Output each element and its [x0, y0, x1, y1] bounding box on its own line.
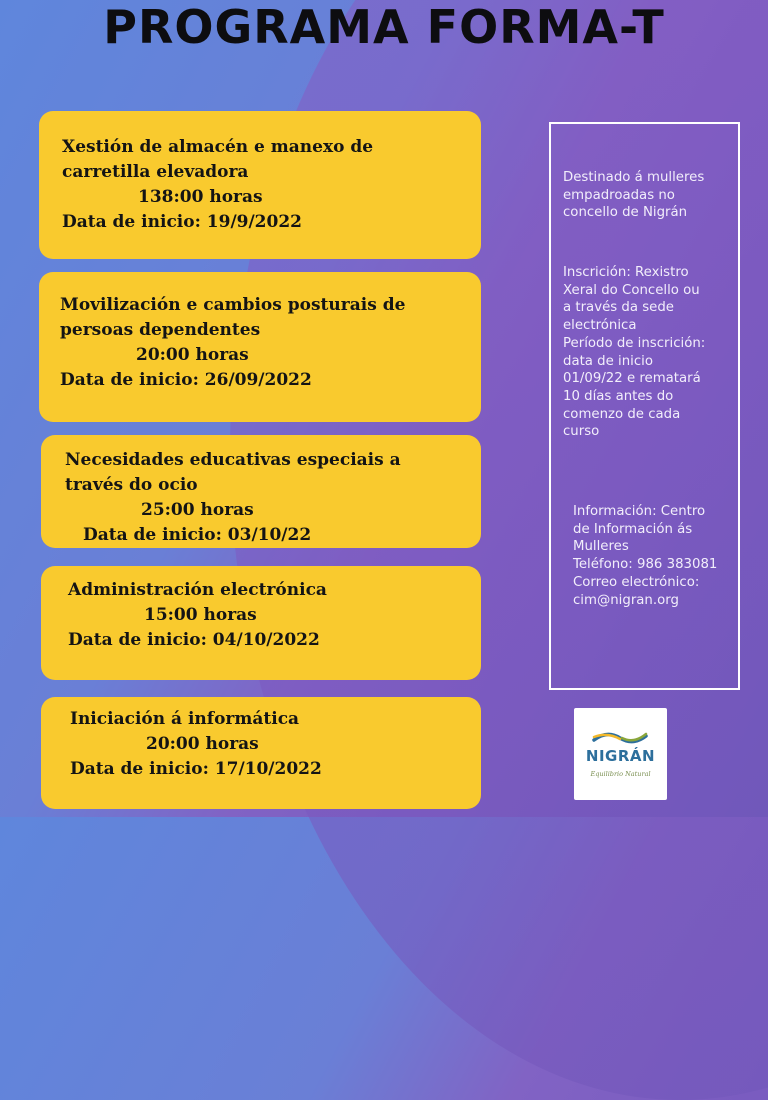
course-hours: 138:00 horas	[138, 187, 263, 207]
course-hours: 20:00 horas	[136, 345, 249, 365]
nigran-logo	[574, 708, 667, 800]
course-card	[39, 272, 481, 422]
target-audience-text: Destinado á mulleres empadroadas no concello de Nigrán	[563, 170, 705, 221]
page-title: PROGRAMA FORMA-T	[103, 0, 665, 54]
course-start-date: Data de inicio: 17/10/2022	[70, 759, 322, 779]
course-start-date: Data de inicio: 19/9/2022	[62, 212, 303, 232]
course-card	[41, 435, 481, 548]
course-card	[39, 111, 481, 259]
course-card	[41, 697, 481, 809]
course-start-date: Data de inicio: 03/10/22	[83, 525, 312, 545]
course-hours: 25:00 horas	[141, 500, 254, 520]
course-title-line: Movilización e cambios posturais de	[60, 295, 406, 315]
course-hours: 20:00 horas	[146, 734, 259, 754]
info-panel	[549, 122, 740, 690]
logo-tagline: Equilibrio Natural	[590, 770, 651, 778]
course-title-line: Administración electrónica	[68, 580, 327, 600]
course-start-date: Data de inicio: 04/10/2022	[68, 630, 320, 650]
course-start-date: Data de inicio: 26/09/2022	[60, 370, 312, 390]
course-hours: 15:00 horas	[144, 605, 257, 625]
course-title-line: Necesidades educativas especiais a	[65, 450, 401, 470]
course-title-line: Xestión de almacén e manexo de	[62, 137, 374, 157]
contact-text: Información: Centro de Información ás Mulleres Teléfono: 986 383081 Correo electrónico: cim@nigran.org	[573, 504, 718, 608]
course-title-line: carretilla elevadora	[62, 162, 249, 182]
course-card	[41, 566, 481, 680]
course-title-line: través do ocio	[65, 475, 198, 495]
registration-text: Inscrición: Rexistro Xeral do Concello ou a través da sede electrónica Período de inscrición: data de inicio 01/09/22 e rematará 10 días antes do comenzo de cada curso	[563, 265, 706, 440]
course-title-line: persoas dependentes	[60, 320, 261, 340]
course-title-line: Iniciación á informática	[70, 709, 300, 729]
logo-name: NIGRÁN	[585, 747, 656, 765]
